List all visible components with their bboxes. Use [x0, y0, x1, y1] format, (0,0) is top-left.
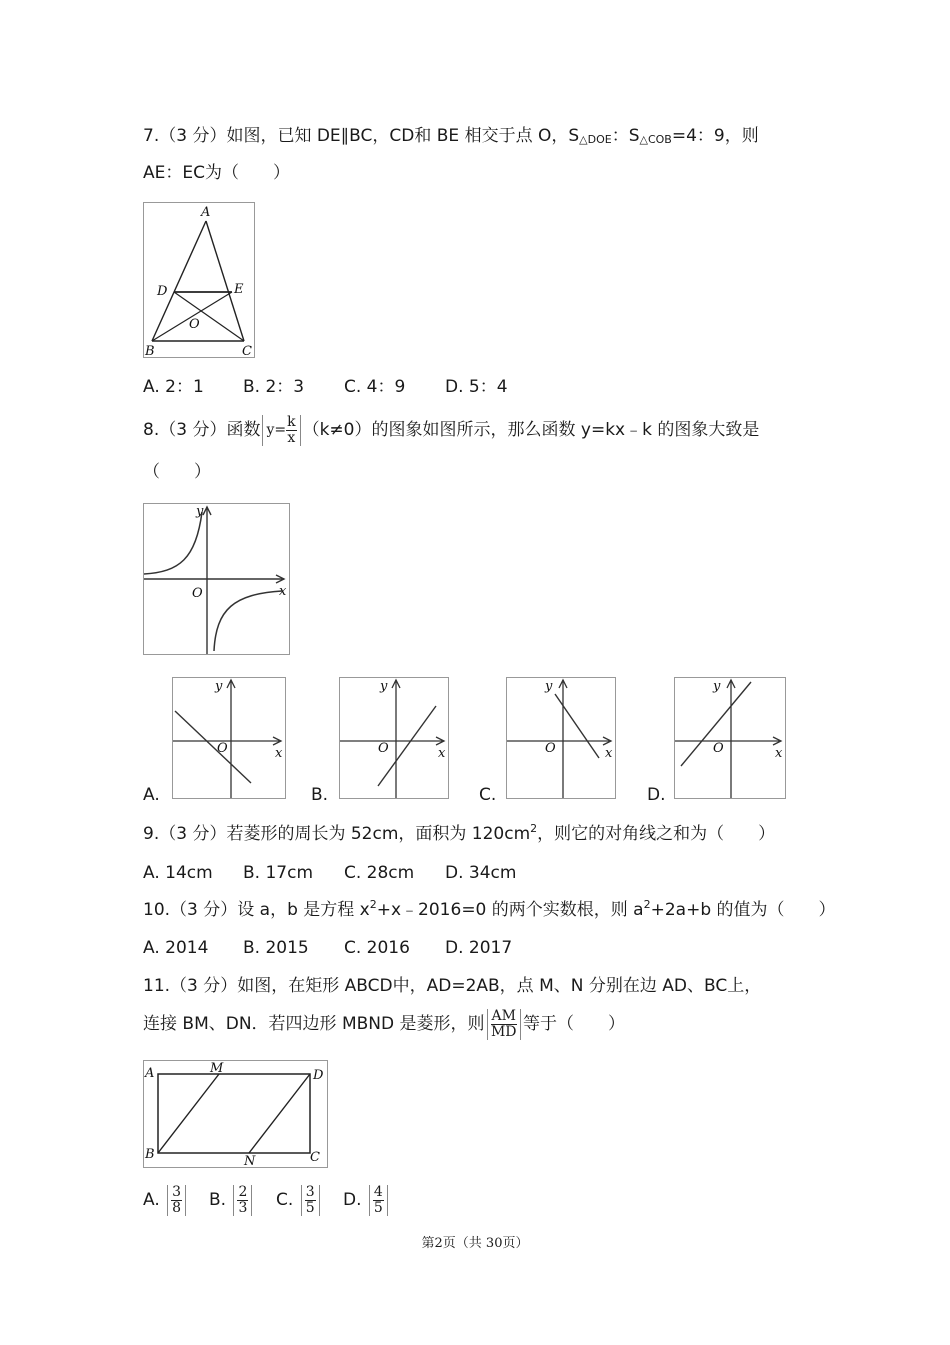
q11-option-d[interactable]	[343, 1178, 390, 1222]
q7-label-d: D	[157, 284, 168, 299]
q11-b-den: 3	[238, 1199, 248, 1216]
q11-label-a: A	[145, 1066, 155, 1081]
q7-sub-cob: △COB	[639, 133, 672, 146]
q11-d-den: 5	[373, 1199, 383, 1216]
q9-option-b[interactable]: B. 17cm	[243, 863, 314, 883]
q7-text-c: =4：9，则	[671, 126, 759, 146]
q11-label-c: C	[310, 1150, 320, 1165]
q11-a-num: 3	[172, 1183, 182, 1200]
q11-d-num: 4	[373, 1183, 383, 1200]
q10-text-c: +2a+b 的值为（ ）	[650, 900, 836, 920]
q11-label-d: D	[313, 1068, 324, 1083]
q10-option-d[interactable]: D. 2017	[445, 938, 513, 958]
q11-label-b: B	[145, 1147, 155, 1162]
q8-b-axis-x: x	[438, 746, 446, 761]
q8-frac-den: x	[287, 429, 296, 446]
q9-option-d[interactable]: D. 34cm	[445, 863, 517, 883]
q7-option-b[interactable]: B. 2：3	[243, 377, 305, 397]
q8-axis-y: y	[196, 504, 204, 519]
q8-option-a-graph[interactable]	[172, 677, 286, 799]
q7-label-b: B	[145, 344, 155, 357]
q7-option-c[interactable]: C. 4：9	[344, 377, 406, 397]
q7-text-a: 7.（3 分）如图，已知 DE∥BC，CD和 BE 相交于点 O，S	[143, 126, 580, 146]
q8-option-d-label[interactable]: D.	[647, 785, 666, 805]
q9-question	[143, 823, 775, 845]
q8-c-axis-y: y	[545, 679, 553, 694]
q11-option-d-fraction	[369, 1185, 388, 1216]
q10-option-c[interactable]: C. 2016	[344, 938, 410, 958]
q11-option-c-fraction	[301, 1185, 320, 1216]
q11-option-c-label: C.	[276, 1190, 294, 1210]
q8-b-origin: O	[378, 741, 389, 756]
q11-frac-den: MD	[490, 1023, 517, 1040]
q8-option-b-label[interactable]: B.	[311, 785, 329, 805]
q9-option-c[interactable]: C. 28cm	[344, 863, 415, 883]
q10-text-b: +x﹣2016=0 的两个实数根，则 a	[376, 900, 644, 920]
q8-text-a: 8.（3 分）函数	[143, 420, 261, 440]
q8-d-axis-x: x	[775, 746, 783, 761]
q8-b-axis-y: y	[380, 679, 388, 694]
q8-d-axis-y: y	[713, 679, 721, 694]
q9-option-a[interactable]: A. 14cm	[143, 863, 213, 883]
q10-question	[143, 899, 836, 921]
q7-label-c: C	[242, 344, 252, 357]
q10-text-a: 10.（3 分）设 a，b 是方程 x	[143, 900, 370, 920]
q7-line1	[143, 125, 759, 151]
q8-line1	[143, 412, 759, 448]
q11-text-a: 连接 BM、DN．若四边形 MBND 是菱形，则	[143, 1014, 485, 1034]
q7-line2: AE：EC为（ ）	[143, 163, 290, 183]
q7-text-b: ：S	[611, 126, 640, 146]
q10-sup2: 2	[643, 898, 651, 911]
q11-frac-num: AM	[491, 1007, 516, 1024]
q9-text-b: ，则它的对角线之和为（ ）	[537, 824, 776, 844]
q7-sub-doe: △DOE	[579, 133, 612, 146]
q8-a-origin: O	[217, 741, 228, 756]
q7-option-d[interactable]: D. 5：4	[445, 377, 508, 397]
q11-c-den: 5	[305, 1199, 315, 1216]
q8-option-a-label[interactable]: A.	[143, 785, 160, 805]
q11-option-b-fraction	[233, 1185, 252, 1216]
q8-option-b-graph[interactable]	[339, 677, 449, 799]
q11-option-b[interactable]	[209, 1178, 254, 1222]
q8-option-c-graph[interactable]	[506, 677, 616, 799]
q8-a-axis-y: y	[215, 679, 223, 694]
q11-label-n: N	[244, 1154, 256, 1167]
q11-option-d-label: D.	[343, 1190, 362, 1210]
q11-option-b-label: B.	[209, 1190, 227, 1210]
q8-hyperbola-graph	[143, 503, 290, 655]
q11-line1: 11.（3 分）如图，在矩形 ABCD中，AD=2AB，点 M、N 分别在边 AD、BC上，	[143, 976, 762, 996]
q11-label-m: M	[210, 1061, 224, 1076]
q7-label-o: O	[189, 317, 200, 332]
q7-triangle-figure	[143, 202, 255, 358]
q8-d-origin: O	[713, 741, 724, 756]
q8-c-axis-x: x	[605, 746, 613, 761]
q11-option-a[interactable]	[143, 1178, 188, 1222]
q10-sup1: 2	[369, 898, 377, 911]
q8-line2: （ ）	[143, 462, 211, 482]
q11-text-b: 等于（ ）	[522, 1014, 625, 1034]
q10-option-a[interactable]: A. 2014	[143, 938, 209, 958]
q8-c-origin: O	[545, 741, 556, 756]
q11-option-a-label: A.	[143, 1190, 160, 1210]
q8-option-d-graph[interactable]	[674, 677, 786, 799]
q11-option-a-fraction	[167, 1185, 186, 1216]
q8-frac-left: y=	[266, 421, 287, 438]
q8-option-c-label[interactable]: C.	[479, 785, 497, 805]
q8-a-axis-x: x	[275, 746, 283, 761]
q11-b-num: 2	[238, 1183, 248, 1200]
q9-sup: 2	[530, 822, 538, 835]
q10-option-b[interactable]: B. 2015	[243, 938, 309, 958]
page-footer: 第2页（共 30页）	[421, 1236, 529, 1251]
q8-origin: O	[192, 586, 203, 601]
q7-option-a[interactable]: A. 2：1	[143, 377, 204, 397]
q11-fraction-am-md	[487, 1009, 521, 1040]
q8-fraction-y-k-over-x	[262, 415, 300, 446]
q11-option-c[interactable]	[276, 1178, 322, 1222]
q11-rectangle-figure	[143, 1060, 328, 1168]
q9-text-a: 9.（3 分）若菱形的周长为 52cm，面积为 120cm	[143, 824, 531, 844]
q11-c-num: 3	[305, 1183, 315, 1200]
q11-line2	[143, 1006, 625, 1042]
q8-text-b: （k≠0）的图象如图所示，那么函数 y=kx﹣k 的图象大致是	[302, 420, 760, 440]
q8-axis-x: x	[279, 584, 287, 599]
q7-label-a: A	[201, 205, 211, 220]
q7-label-e: E	[234, 282, 244, 297]
q11-a-den: 8	[172, 1199, 182, 1216]
q8-frac-num: k	[287, 413, 296, 430]
